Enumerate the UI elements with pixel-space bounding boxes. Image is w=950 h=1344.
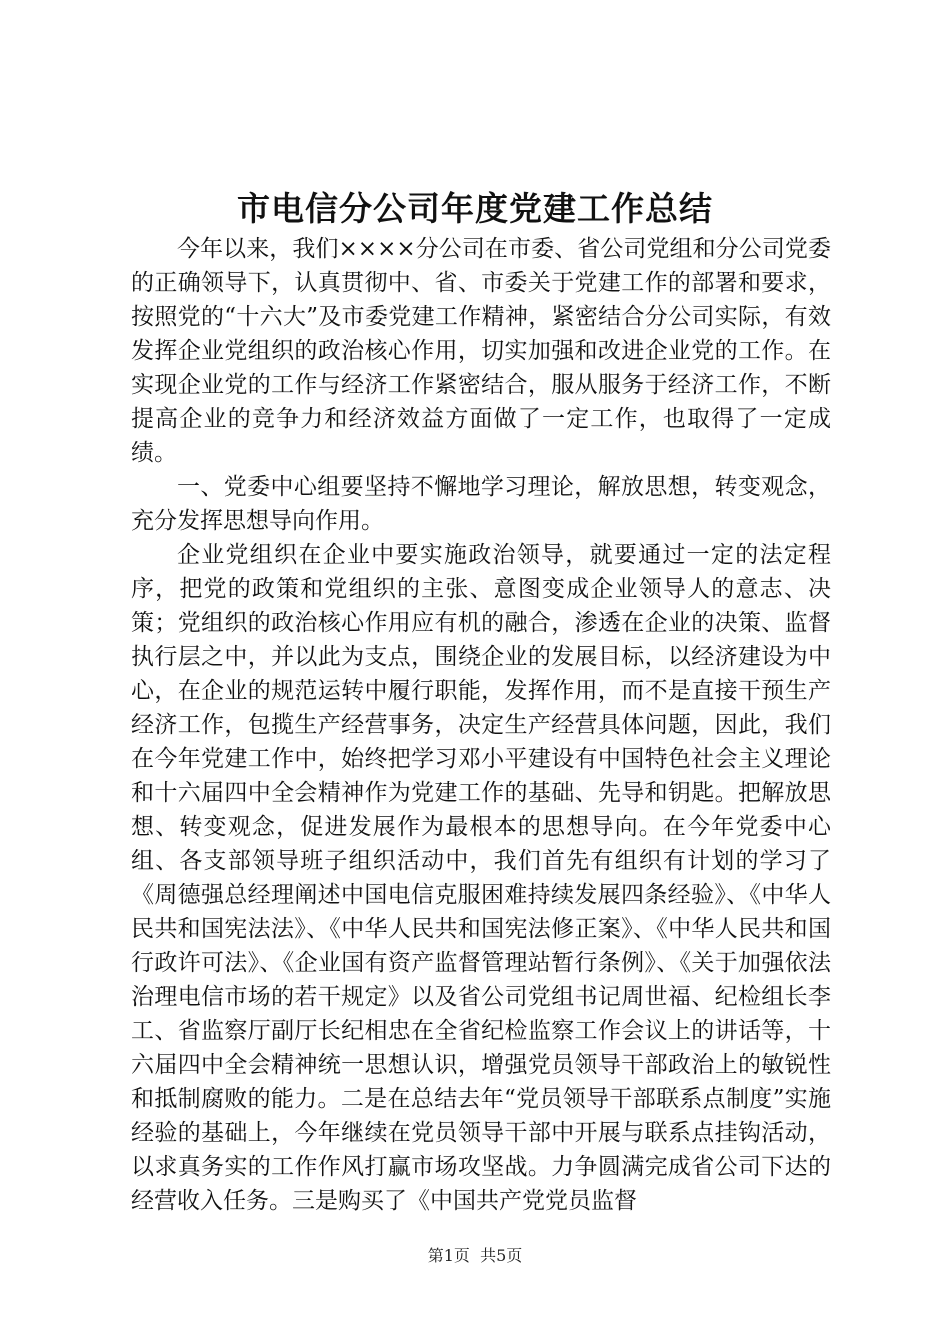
document-body	[131, 232, 831, 1218]
paragraph-intro: 今年以来，我们××××分公司在市委、省公司党组和分公司党委的正确领导下，认真贯彻中、省、市委关于党建工作的部署和要求，按照党的“十六大”及市委党建工作精神，紧密结合分公司实际，有效发挥企业党组织的政治核心作用，切实加强和改进企业党的工作。在实现企业党的工作与经济工作紧密结合，服从服务于经济工作，不断提高企业的竞争力和经济效益方面做了一定工作，也取得了一定成绩。	[131, 236, 831, 466]
page-total: 共5页	[480, 1246, 523, 1265]
page-number: 第1页	[427, 1246, 470, 1265]
paragraph-body: 企业党组织在企业中要实施政治领导，就要通过一定的法定程序，把党的政策和党组织的主张、意图变成企业领导人的意志、决策；党组织的政治核心作用应有机的融合，渗透在企业的决策、监督执行层之中，并以此为支点，围绕企业的发展目标，以经济建设为中心，在企业的规范运转中履行职能，发挥作用，而不是直接干预生产经济工作，包揽生产经营事务，决定生产经营具体问题，因此，我们在今年党建工作中，始终把学习邓小平建设有中国特色社会主义理论和十六届四中全会精神作为党建工作的基础、先导和钥匙。把解放思想、转变观念，促进发展作为最根本的思想导向。在今年党委中心组、各支部领导班子组织活动中，我们首先有组织有计划的学习了《周德强总经理阐述中国电信克服困难持续发展四条经验》、《中华人民共和国宪法法》、《中华人民共和国宪法修正案》、《中华人民共和国行政许可法》、《企业国有资产监督管理站暂行条例》、《关于加强依法治理电信市场的若干规定》以及省公司党组书记周世福、纪检组长李工、省监察厅副厅长纪相忠在全省纪检监察工作会议上的讲话等，十六届四中全会精神统一思想认识，增强党员领导干部政治上的敏锐性和抵制腐败的能力。二是在总结去年“党员领导干部联系点制度”实施经验的基础上，今年继续在党员领导干部中开展与联系点挂钩活动，以求真务实的工作作风打赢市场攻坚战。力争圆满完成省公司下达的经营收入任务。三是购买了《中国共产党党员监督	[131, 542, 831, 1214]
paragraph-section-heading: 一、党委中心组要坚持不懈地学习理论，解放思想，转变观念，充分发挥思想导向作用。	[131, 474, 831, 534]
page-footer	[0, 1245, 950, 1267]
document-title: 市电信分公司年度党建工作总结	[237, 189, 713, 228]
